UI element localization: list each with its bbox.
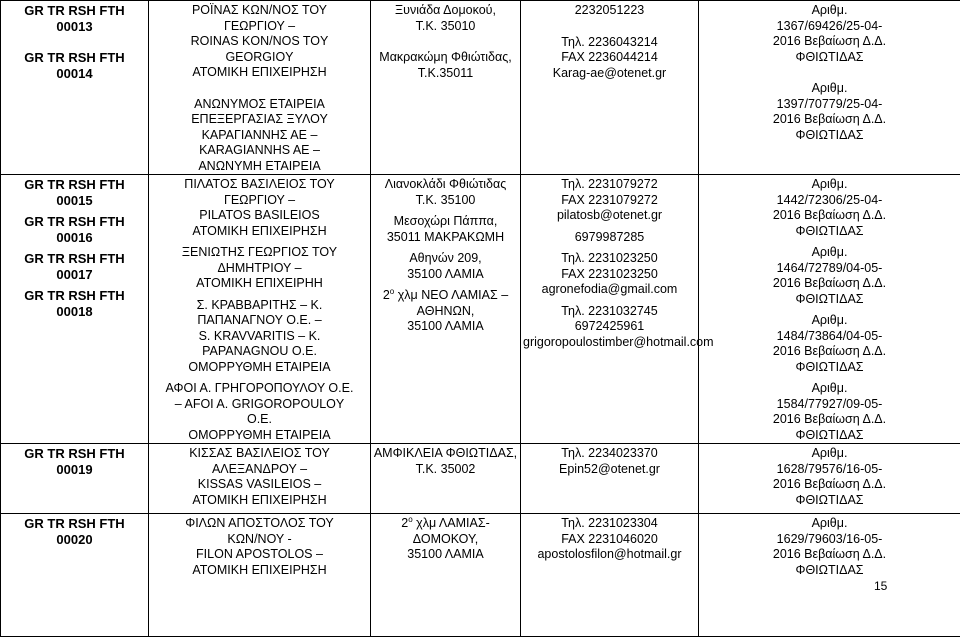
- contact-info-entry: [523, 251, 696, 298]
- contact-info-cell: [521, 514, 699, 637]
- contact-info-entry: [523, 304, 696, 351]
- certificate-reference-line: ΦΘΙΩΤΙΔΑΣ: [701, 493, 958, 509]
- company-name-line: ΡΟΪΝΑΣ ΚΩΝ/ΝΟΣ ΤΟΥ: [151, 3, 368, 19]
- address-entry: [373, 516, 518, 563]
- registry-table-body: [1, 1, 960, 637]
- registration-code-line: 00017: [3, 267, 146, 283]
- address-cell: [371, 1, 521, 175]
- contact-info-entry: [523, 3, 696, 19]
- contact-info-cell: [521, 1, 699, 175]
- contact-info-line: 2232051223: [523, 3, 696, 19]
- company-name-line: ΔΗΜΗΤΡΙΟΥ –: [151, 261, 368, 277]
- address-entry: [373, 251, 518, 282]
- registration-code-cell: [1, 1, 149, 175]
- company-name-line: KARAGIANNHS AE –: [151, 143, 368, 159]
- address-km-ordinal: ο: [408, 515, 412, 524]
- certificate-reference-entry: [701, 446, 958, 508]
- registration-code-line: GR TR RSH FTH: [3, 516, 146, 532]
- address-line: ΑΜΦΙΚΛΕΙΑ ΦΘΙΩΤΙΔΑΣ,: [373, 446, 518, 462]
- company-name-line: ΟΜΟΡΡΥΘΜΗ ΕΤΑΙΡΕΙΑ: [151, 360, 368, 376]
- contact-info-entry: [523, 230, 696, 246]
- registration-code-cell: [1, 175, 149, 444]
- contact-info-line: 6972425961: [523, 319, 696, 335]
- address-entry: [373, 177, 518, 208]
- company-name-line: ΠΙΛΑΤΟΣ ΒΑΣΙΛΕΙΟΣ ΤΟΥ: [151, 177, 368, 193]
- company-name-entry: [151, 97, 368, 175]
- address-line: Λιανοκλάδι Φθιώτιδας: [373, 177, 518, 193]
- contact-info-line: agronefodia@gmail.com: [523, 282, 696, 298]
- registration-code-line: GR TR RSH FTH: [3, 214, 146, 230]
- address-cell: [371, 175, 521, 444]
- company-name-line: ΚΩΝ/ΝΟΥ -: [151, 532, 368, 548]
- address-line: Μεσοχώρι Πάππα,: [373, 214, 518, 230]
- certificate-reference-line: 1367/69426/25-04-: [701, 19, 958, 35]
- certificate-reference-line: Αριθμ.: [701, 81, 958, 97]
- contact-info-line: FAX 2231079272: [523, 193, 696, 209]
- registration-code-line: GR TR RSH FTH: [3, 251, 146, 267]
- contact-info-line: Τηλ. 2234023370: [523, 446, 696, 462]
- registration-code-entry: [3, 214, 146, 245]
- company-name-entry: [151, 298, 368, 376]
- company-name-line: ΑΤΟΜΙΚΗ ΕΠΙΧΕΙΡΗΣΗ: [151, 563, 368, 579]
- certificate-reference-cell: [699, 1, 960, 175]
- company-name-line: ΑΝΩΝΥΜΟΣ ΕΤΑΙΡΕΙΑ: [151, 97, 368, 113]
- certificate-reference-line: 2016 Βεβαίωση Δ.Δ.: [701, 344, 958, 360]
- address-line: ΑΘΗΝΩΝ,: [373, 304, 518, 320]
- registration-code-line: 00019: [3, 462, 146, 478]
- certificate-reference-line: Αριθμ.: [701, 381, 958, 397]
- address-cell: [371, 514, 521, 637]
- certificate-reference-line: ΦΘΙΩΤΙΔΑΣ: [701, 128, 958, 144]
- company-name-line: PAPANAGNOU O.E.: [151, 344, 368, 360]
- certificate-reference-line: ΦΘΙΩΤΙΔΑΣ: [701, 428, 958, 444]
- company-name-line: ΑΦΟΙ Α. ΓΡΗΓΟΡΟΠΟΥΛΟΥ Ο.Ε.: [151, 381, 368, 397]
- contact-info-entry: [523, 177, 696, 224]
- address-line: 35100 ΛΑΜΙΑ: [373, 319, 518, 335]
- company-name-line: FILON APOSTOLOS –: [151, 547, 368, 563]
- address-km-ordinal: ο: [390, 287, 394, 296]
- contact-info-line: Τηλ. 2231032745: [523, 304, 696, 320]
- certificate-reference-line: 1397/70779/25-04-: [701, 97, 958, 113]
- address-line: Τ.Κ. 35010: [373, 19, 518, 35]
- certificate-reference-entry: [701, 81, 958, 143]
- certificate-reference-entry: [701, 245, 958, 307]
- contact-info-entry: [523, 446, 696, 477]
- address-km-text: χλμ ΛΑΜΙΑΣ-ΔΟΜΟΚΟΥ,: [413, 516, 490, 546]
- certificate-reference-cell: [699, 444, 960, 514]
- company-name-entry: [151, 3, 368, 81]
- certificate-reference-line: 2016 Βεβαίωση Δ.Δ.: [701, 477, 958, 493]
- table-row: [1, 444, 960, 514]
- registration-code-line: 00020: [3, 532, 146, 548]
- registration-code-line: 00013: [3, 19, 146, 35]
- registration-code-entry: [3, 251, 146, 282]
- registration-code-line: 00014: [3, 66, 146, 82]
- certificate-reference-line: 1584/77927/09-05-: [701, 397, 958, 413]
- address-entry: [373, 3, 518, 34]
- certificate-reference-line: ΦΘΙΩΤΙΔΑΣ: [701, 50, 958, 66]
- company-name-line: ΑΤΟΜΙΚΗ ΕΠΙΧΕΙΡΗΗ: [151, 276, 368, 292]
- registration-code-line: GR TR RSH FTH: [3, 288, 146, 304]
- certificate-reference-line: ΦΘΙΩΤΙΔΑΣ: [701, 563, 958, 579]
- company-name-entry: [151, 446, 368, 508]
- certificate-reference-line: Αριθμ.: [701, 313, 958, 329]
- certificate-reference-entry: [701, 381, 958, 443]
- registration-code-entry: [3, 177, 146, 208]
- company-name-entry: [151, 516, 368, 578]
- address-km-number: 2: [401, 516, 408, 530]
- certificate-reference-entry: [701, 313, 958, 375]
- registration-code-entry: [3, 516, 146, 547]
- certificate-reference-entry: [701, 3, 958, 65]
- address-line: Τ.Κ. 35002: [373, 462, 518, 478]
- company-name-line: ΠΑΠΑΝΑΓΝΟΥ Ο.Ε. –: [151, 313, 368, 329]
- company-name-line: ΚΙΣΣΑΣ ΒΑΣΙΛΕΙΟΣ ΤΟΥ: [151, 446, 368, 462]
- company-name-line: ΟΜΟΡΡΥΘΜΗ ΕΤΑΙΡΕΙΑ: [151, 428, 368, 444]
- registration-code-line: GR TR RSH FTH: [3, 177, 146, 193]
- address-line: 35100 ΛΑΜΙΑ: [373, 547, 518, 563]
- certificate-reference-entry: [701, 516, 958, 578]
- company-name-entry: [151, 245, 368, 292]
- address-line: Τ.Κ. 35100: [373, 193, 518, 209]
- registration-code-cell: [1, 444, 149, 514]
- registration-code-line: GR TR RSH FTH: [3, 3, 146, 19]
- registration-code-entry: [3, 288, 146, 319]
- company-name-line: ΑΤΟΜΙΚΗ ΕΠΙΧΕΙΡΗΣΗ: [151, 224, 368, 240]
- registration-code-line: 00015: [3, 193, 146, 209]
- page-number: 15: [874, 579, 887, 593]
- certificate-reference-line: 1629/79603/16-05-: [701, 532, 958, 548]
- certificate-reference-line: ΦΘΙΩΤΙΔΑΣ: [701, 224, 958, 240]
- company-name-line: S. KRAVVARITIS – K.: [151, 329, 368, 345]
- company-name-cell: [149, 1, 371, 175]
- company-name-line: ΑΝΩΝΥΜΗ ΕΤΑΙΡΕΙΑ: [151, 159, 368, 175]
- registration-code-cell: [1, 514, 149, 637]
- contact-info-line: Τηλ. 2231023250: [523, 251, 696, 267]
- certificate-reference-line: Αριθμ.: [701, 516, 958, 532]
- certificate-reference-line: 2016 Βεβαίωση Δ.Δ.: [701, 34, 958, 50]
- table-row: [1, 514, 960, 637]
- contact-info-line: Τηλ. 2231023304: [523, 516, 696, 532]
- contact-info-line: FAX 2236044214: [523, 50, 696, 66]
- company-name-line: KISSAS VASILEIOS –: [151, 477, 368, 493]
- registration-code-line: 00018: [3, 304, 146, 320]
- company-name-cell: [149, 175, 371, 444]
- company-name-entry: [151, 177, 368, 239]
- certificate-reference-line: Αριθμ.: [701, 3, 958, 19]
- address-km-number: 2: [383, 288, 390, 302]
- address-line: Ξυνιάδα Δομοκού,: [373, 3, 518, 19]
- company-name-line: ΓΕΩΡΓΙΟΥ –: [151, 193, 368, 209]
- company-name-cell: [149, 444, 371, 514]
- registration-code-line: GR TR RSH FTH: [3, 446, 146, 462]
- company-name-line: ΞΕΝΙΩΤΗΣ ΓΕΩΡΓΙΟΣ ΤΟΥ: [151, 245, 368, 261]
- certificate-reference-line: 2016 Βεβαίωση Δ.Δ.: [701, 276, 958, 292]
- certificate-reference-line: ΦΘΙΩΤΙΔΑΣ: [701, 292, 958, 308]
- contact-info-line: Karag-ae@otenet.gr: [523, 66, 696, 82]
- address-line: 35100 ΛΑΜΙΑ: [373, 267, 518, 283]
- registration-code-entry: [3, 50, 146, 81]
- address-entry: [373, 50, 518, 81]
- contact-info-line: grigoropoulostimber@hotmail.com: [523, 335, 696, 351]
- address-entry: [373, 214, 518, 245]
- company-name-line: ΑΤΟΜΙΚΗ ΕΠΙΧΕΙΡΗΣΗ: [151, 493, 368, 509]
- address-line: [373, 288, 518, 304]
- registration-code-entry: [3, 3, 146, 34]
- company-name-line: ΦΙΛΩΝ ΑΠΟΣΤΟΛΟΣ ΤΟΥ: [151, 516, 368, 532]
- registration-code-line: 00016: [3, 230, 146, 246]
- company-name-line: ΚΑΡΑΓΙΑΝΝΗΣ ΑΕ –: [151, 128, 368, 144]
- contact-info-line: apostolosfilon@hotmail.gr: [523, 547, 696, 563]
- table-row: [1, 1, 960, 175]
- contact-info-line: Τηλ. 2236043214: [523, 35, 696, 51]
- table-row: [1, 175, 960, 444]
- company-name-line: ΓΕΩΡΓΙΟΥ –: [151, 19, 368, 35]
- registration-code-line: GR TR RSH FTH: [3, 50, 146, 66]
- certificate-reference-line: 1628/79576/16-05-: [701, 462, 958, 478]
- certificate-reference-cell: [699, 175, 960, 444]
- contact-info-line: Τηλ. 2231079272: [523, 177, 696, 193]
- certificate-reference-line: 2016 Βεβαίωση Δ.Δ.: [701, 547, 958, 563]
- certificate-reference-entry: [701, 177, 958, 239]
- contact-info-line: 6979987285: [523, 230, 696, 246]
- contact-info-entry: [523, 516, 696, 563]
- company-name-entry: [151, 381, 368, 443]
- contact-info-line: FAX 2231023250: [523, 267, 696, 283]
- company-name-line: ROINAS KON/NOS TOY: [151, 34, 368, 50]
- address-entry: [373, 288, 518, 335]
- certificate-reference-line: 1464/72789/04-05-: [701, 261, 958, 277]
- certificate-reference-line: 2016 Βεβαίωση Δ.Δ.: [701, 208, 958, 224]
- company-name-line: ΕΠΕΞΕΡΓΑΣΙΑΣ ΞΥΛΟΥ: [151, 112, 368, 128]
- certificate-reference-line: Αριθμ.: [701, 245, 958, 261]
- address-line: Μακρακώμη Φθιώτιδας,: [373, 50, 518, 66]
- contact-info-cell: [521, 175, 699, 444]
- registration-code-entry: [3, 446, 146, 477]
- certificate-reference-line: Αριθμ.: [701, 446, 958, 462]
- certificate-reference-line: 1484/73864/04-05-: [701, 329, 958, 345]
- company-name-line: – AFOI A. GRIGOROPOULOY: [151, 397, 368, 413]
- certificate-reference-line: 2016 Βεβαίωση Δ.Δ.: [701, 412, 958, 428]
- address-line: Αθηνών 209,: [373, 251, 518, 267]
- address-line: Τ.Κ.35011: [373, 66, 518, 82]
- address-entry: [373, 446, 518, 477]
- company-name-line: PILATOS BASILEIOS: [151, 208, 368, 224]
- contact-info-line: Epin52@otenet.gr: [523, 462, 696, 478]
- address-km-text: χλμ ΝΕΟ ΛΑΜΙΑΣ –: [394, 288, 508, 302]
- contact-info-line: pilatosb@otenet.gr: [523, 208, 696, 224]
- certificate-reference-line: ΦΘΙΩΤΙΔΑΣ: [701, 360, 958, 376]
- company-name-line: O.E.: [151, 412, 368, 428]
- contact-info-line: FAX 2231046020: [523, 532, 696, 548]
- address-line: 35011 ΜΑΚΡΑΚΩΜΗ: [373, 230, 518, 246]
- company-name-cell: [149, 514, 371, 637]
- certificate-reference-line: 1442/72306/25-04-: [701, 193, 958, 209]
- address-line: [373, 516, 518, 547]
- company-name-line: ΑΛΕΞΑΝΔΡΟΥ –: [151, 462, 368, 478]
- contact-info-entry: [523, 35, 696, 82]
- company-name-line: Σ. ΚΡΑΒΒΑΡΙΤΗΣ – Κ.: [151, 298, 368, 314]
- company-name-line: GEORGIOY: [151, 50, 368, 66]
- certificate-reference-line: Αριθμ.: [701, 177, 958, 193]
- address-cell: [371, 444, 521, 514]
- certificate-reference-line: 2016 Βεβαίωση Δ.Δ.: [701, 112, 958, 128]
- company-name-line: ΑΤΟΜΙΚΗ ΕΠΙΧΕΙΡΗΣΗ: [151, 65, 368, 81]
- contact-info-cell: [521, 444, 699, 514]
- certificate-reference-cell: [699, 514, 960, 637]
